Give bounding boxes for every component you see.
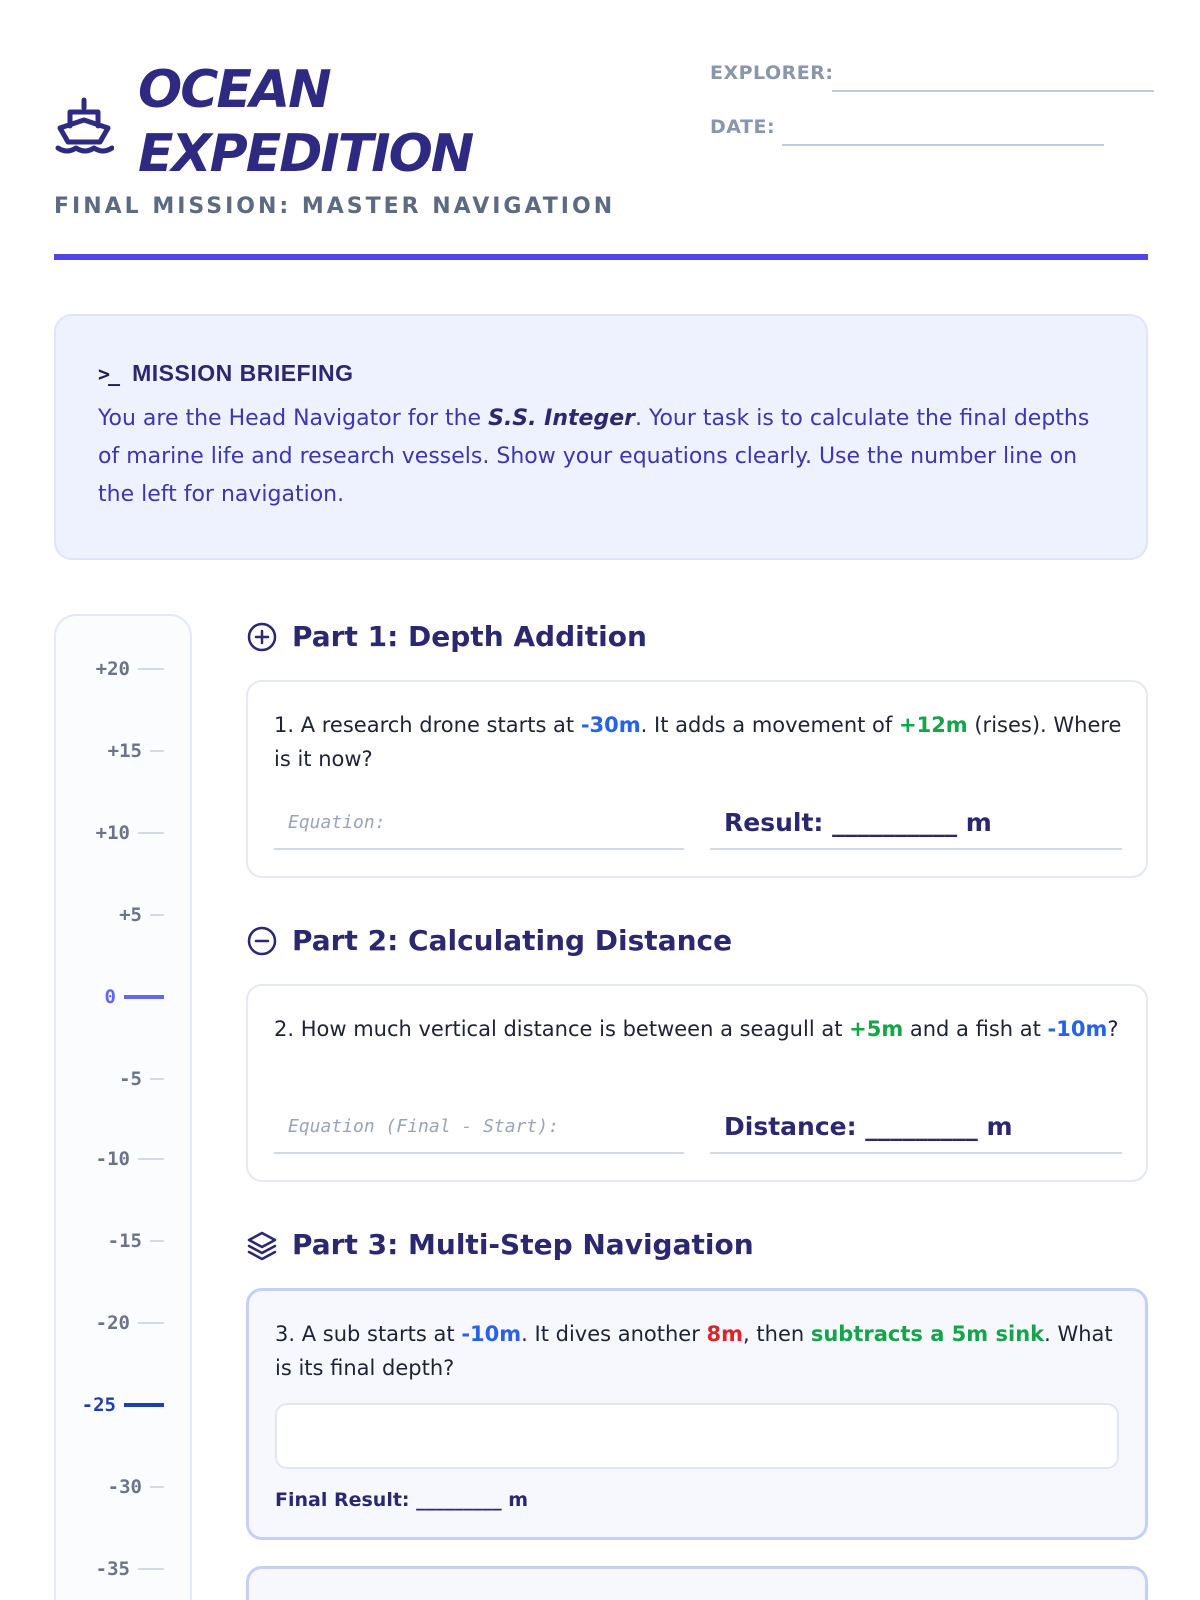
title-line-1: OCEAN (138, 60, 330, 120)
q2-text-1: 2. How much vertical distance is between a seagull at (274, 1017, 850, 1041)
mission-briefing (54, 314, 1148, 560)
tick-zero (105, 986, 164, 1008)
q3-sink-amount: subtracts a 5m sink (810, 1322, 1045, 1346)
part-2-title: Part 2: Calculating Distance (292, 924, 733, 957)
tick-mark (138, 1158, 164, 1160)
tick-label: -30 (107, 1476, 142, 1498)
q2-fish-depth: -10m (1047, 1017, 1108, 1041)
tick-minus-15 (108, 1230, 164, 1252)
layers-icon (246, 1229, 278, 1261)
tick-mark (150, 1486, 164, 1488)
q1-equation-placeholder: Equation: (288, 812, 386, 833)
q3-final-result[interactable]: Final Result: _________ m (275, 1489, 529, 1511)
part-2-header (246, 924, 732, 957)
briefing-header (98, 360, 354, 387)
tick-label: -25 (81, 1394, 116, 1416)
tick-minus-25 (82, 1394, 164, 1416)
title-line-2: EXPEDITION (138, 124, 473, 184)
date-label: DATE: (710, 116, 776, 138)
question-1-text (274, 708, 1124, 776)
q2-result-field[interactable] (710, 1104, 1122, 1154)
tick-mark (150, 914, 164, 916)
question-3-text (275, 1317, 1125, 1385)
question-2-card (246, 984, 1148, 1182)
part-1-title: Part 1: Depth Addition (292, 620, 647, 653)
tick-mark (150, 1240, 164, 1242)
question-4-card (246, 1566, 1148, 1600)
q1-text-2: . It adds a movement of (640, 713, 899, 737)
q1-equation-field[interactable] (274, 800, 684, 850)
tick-mark (124, 1403, 164, 1407)
explorer-field[interactable] (832, 90, 1154, 92)
tick-plus-10 (96, 822, 164, 844)
q2-text-3: ? (1107, 1017, 1119, 1041)
q2-equation-field[interactable] (274, 1104, 684, 1154)
q1-text-3: (rises). Where is it now? (274, 713, 1122, 771)
page-title (138, 58, 472, 186)
part-1-header (246, 620, 647, 653)
tick-mark (124, 995, 164, 999)
tick-mark (138, 668, 164, 670)
plus-circle-icon (246, 621, 278, 653)
tick-label: -35 (95, 1558, 130, 1580)
tick-label: +15 (107, 740, 142, 762)
q2-seagull-height: +5m (849, 1017, 904, 1041)
q3-text-4: . What is its final depth? (275, 1322, 1113, 1380)
tick-plus-15 (108, 740, 164, 762)
tick-label: +20 (95, 658, 130, 680)
briefing-title: MISSION BRIEFING (132, 360, 354, 386)
briefing-text-end: . Your task is to calculate the final depths of marine life and research vessels. Show your equations clearly. Use the number line on the left for navigation. (98, 406, 1090, 507)
worksheet-header (54, 58, 1148, 258)
question-2-text (274, 1012, 1124, 1046)
tick-minus-30 (108, 1476, 164, 1498)
briefing-text-start: You are the Head Navigator for the (98, 406, 489, 431)
tick-mark (138, 1322, 164, 1324)
q3-text-1: 3. A sub starts at (275, 1322, 462, 1346)
ship-icon (54, 94, 114, 154)
tick-label: -10 (95, 1148, 130, 1170)
q1-movement: +12m (898, 713, 968, 737)
question-1-card (246, 680, 1148, 878)
q1-result-field[interactable] (710, 800, 1122, 850)
question-3-card (246, 1288, 1148, 1540)
q2-equation-placeholder: Equation (Final - Start): (288, 1116, 559, 1137)
tick-mark (138, 832, 164, 834)
tick-plus-5 (119, 904, 164, 926)
tick-label: +10 (95, 822, 130, 844)
terminal-icon: >_ (98, 361, 119, 386)
tick-label: -20 (95, 1312, 130, 1334)
vessel-name: S.S. Integer (488, 406, 635, 431)
q1-start-depth: -30m (580, 713, 641, 737)
page-subtitle: FINAL MISSION: MASTER NAVIGATION (54, 194, 616, 219)
q3-work-area[interactable] (275, 1403, 1119, 1469)
part-3-title: Part 3: Multi-Step Navigation (292, 1228, 754, 1261)
q2-text-2: and a fish at (903, 1017, 1048, 1041)
q2-result-label: Distance: _________ m (724, 1112, 1013, 1141)
q3-dive-amount: 8m (706, 1322, 744, 1346)
tick-label: +5 (119, 904, 142, 926)
explorer-label: EXPLORER: (710, 62, 834, 84)
tick-minus-10 (96, 1148, 164, 1170)
minus-circle-icon (246, 925, 278, 957)
q3-text-3: , then (743, 1322, 811, 1346)
q3-start-depth: -10m (461, 1322, 522, 1346)
tick-plus-20 (96, 658, 164, 680)
tick-minus-20 (96, 1312, 164, 1334)
date-field[interactable] (782, 144, 1104, 146)
briefing-text (98, 400, 1108, 514)
tick-mark (150, 750, 164, 752)
part-3-header (246, 1228, 754, 1261)
tick-mark (150, 1078, 164, 1080)
tick-label: -15 (107, 1230, 142, 1252)
q1-result-label: Result: __________ m (724, 808, 992, 837)
number-line (54, 614, 192, 1600)
header-divider (54, 254, 1148, 260)
q3-text-2: . It dives another (521, 1322, 707, 1346)
tick-mark (138, 1568, 164, 1570)
tick-label: -5 (119, 1068, 142, 1090)
tick-label: 0 (104, 986, 116, 1008)
q1-text-1: 1. A research drone starts at (274, 713, 581, 737)
tick-minus-35 (96, 1558, 164, 1580)
tick-minus-5 (119, 1068, 164, 1090)
